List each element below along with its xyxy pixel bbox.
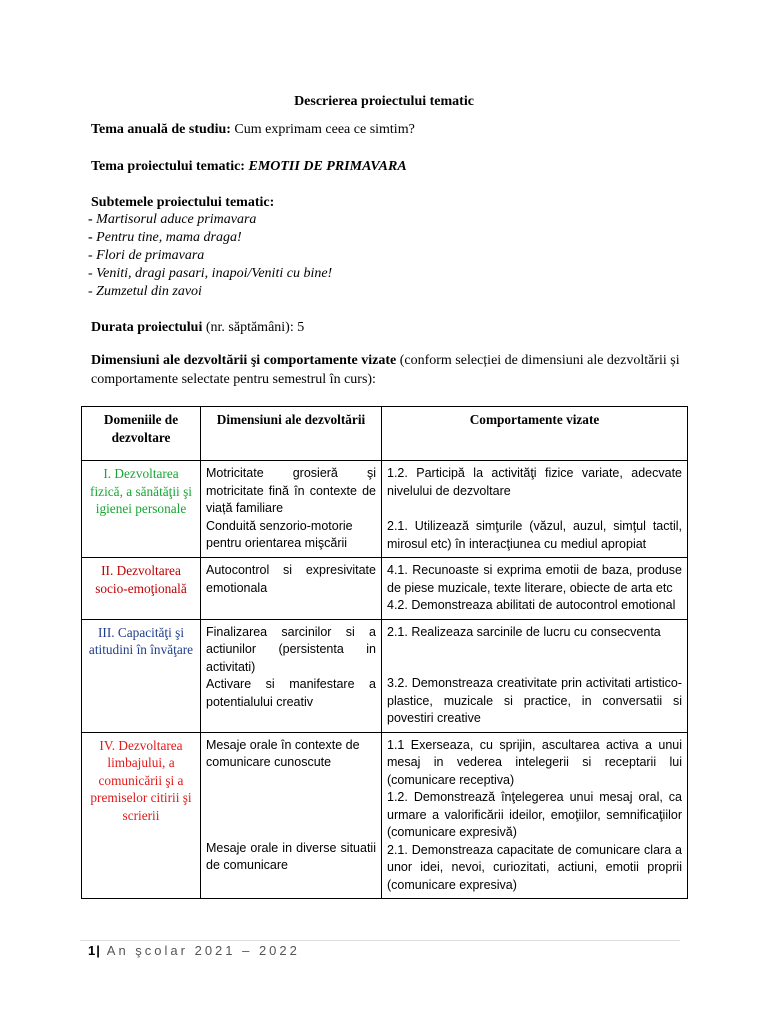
behaviour-text: 1.2. Participă la activităţi fizice variate, adecvate nivelului de dezvoltare xyxy=(387,466,682,498)
duration xyxy=(91,320,304,336)
dimension-text: Motricitate grosieră şi motricitate fină în contexte de viață familiare xyxy=(206,466,376,515)
document-title: Descrierea proiectului tematic xyxy=(294,94,474,109)
behaviour-cell xyxy=(382,732,688,899)
school-year: An şcolar 2021 – 2022 xyxy=(106,943,300,958)
table-row xyxy=(82,558,688,620)
dimension-text: Activare si manifestare a potentialului creativ xyxy=(206,677,376,709)
behaviour-text: 1.1 Exerseaza, cu sprijin, ascultarea activa a unui mesaj in vederea intelegerii si receptarii lui (comunicare receptiva) xyxy=(387,737,682,787)
header-dimensions: Dimensiuni ale dezvoltării xyxy=(201,407,382,461)
subtheme-item: - Veniti, dragi pasari, inapoi/Veniti cu bine! xyxy=(88,266,333,281)
subtheme-item: - Pentru tine, mama draga! xyxy=(88,230,242,245)
header-behaviours: Comportamente vizate xyxy=(382,407,688,461)
header-domains: Domeniile de dezvoltare xyxy=(82,407,201,461)
dimension-cell xyxy=(201,461,382,558)
behaviour-text: 1.2. Demonstrează înţelegerea unui mesaj oral, ca urmare a valorificării ideilor, emoţiilor, semnificaţiilor (comunicare expresivă) xyxy=(387,790,682,839)
behaviour-text: 4.2. Demonstreaza abilitati de autocontrol emotional xyxy=(387,598,676,612)
table-row xyxy=(82,461,688,558)
behaviour-text: 2.1. Utilizează simţurile (văzul, auzul, simţul tactil, mirosul etc) în interacţiunea cu mediul apropiat xyxy=(387,519,682,551)
behaviour-text: 2.1. Demonstreaza capacitate de comunicare clara a unor idei, nevoi, curiozitati, actiuni, emotii proprii (comunicare expresiva) xyxy=(387,842,682,892)
dimensions-label: Dimensiuni ale dezvoltării şi comportamente vizate xyxy=(91,353,397,368)
project-theme xyxy=(91,159,407,175)
subtheme-item: - Martisorul aduce primavara xyxy=(88,212,257,227)
behaviour-cell xyxy=(382,558,688,620)
domain-cell: I. Dezvoltarea fizică, a sănătăţii şi igienei personale xyxy=(82,461,201,558)
dimension-cell xyxy=(201,619,382,732)
project-theme-label: Tema proiectului tematic: xyxy=(91,159,245,174)
subthemes-label: Subtemele proiectului tematic: xyxy=(91,195,275,210)
dimensions-intro xyxy=(91,352,691,389)
duration-note: (nr. săptămâni): 5 xyxy=(205,320,305,335)
domain-cell: IV. Dezvoltarea limbajului, a comunicării şi a premiselor citirii şi scrierii xyxy=(82,732,201,899)
dimension-cell xyxy=(201,558,382,620)
domain-cell: III. Capacităţi şi atitudini în învăţare xyxy=(82,619,201,732)
behaviour-text: 4.1. Recunoaste si exprima emotii de baza, produse de piese muzicale, texte literare, obiecte de arta etc xyxy=(387,563,682,595)
page-number: 1 xyxy=(88,943,97,958)
table-row xyxy=(82,619,688,732)
dimension-text: Conduită senzorio-motorie pentru orientarea mişcării xyxy=(206,518,353,550)
annual-theme-label: Tema anuală de studiu: xyxy=(91,122,231,137)
behaviour-text: 2.1. Realizeaza sarcinile de lucru cu consecventa xyxy=(387,624,661,639)
footer-separator: | xyxy=(96,943,101,958)
dimension-text: Mesaje orale in diverse situatii de comunicare xyxy=(206,840,376,872)
dimension-text: Mesaje orale în contexte de comunicare cunoscute xyxy=(206,737,360,769)
table-header-row xyxy=(82,407,688,461)
page-footer xyxy=(88,943,300,958)
duration-label: Durata proiectului xyxy=(91,320,203,335)
dimension-text: Autocontrol si expresivitate emotionala xyxy=(206,563,376,595)
subtheme-item: - Flori de primavara xyxy=(88,248,205,263)
dimension-cell xyxy=(201,732,382,899)
behaviour-cell xyxy=(382,619,688,732)
dimensions-note: (conform selecției de dimensiuni ale dezvoltării și comportamente selectate pentru semestrul în curs): xyxy=(91,353,680,387)
subtheme-item: - Zumzetul din zavoi xyxy=(88,284,202,299)
behaviour-cell xyxy=(382,461,688,558)
development-table xyxy=(81,406,688,899)
annual-theme xyxy=(91,122,415,138)
annual-theme-value: Cum exprimam ceea ce simtim? xyxy=(234,122,415,137)
behaviour-text: 3.2. Demonstreaza creativitate prin activitati artistico-plastice, muzicale si practice, in conversatii si povestiri creative xyxy=(387,676,682,725)
project-theme-value: EMOTII DE PRIMAVARA xyxy=(248,159,407,174)
footer-divider xyxy=(80,940,680,941)
domain-cell: II. Dezvoltarea socio-emoţională xyxy=(82,558,201,620)
dimension-text: Finalizarea sarcinilor si a actiunilor (persistenta in activitati) xyxy=(206,624,376,674)
table-row xyxy=(82,732,688,899)
